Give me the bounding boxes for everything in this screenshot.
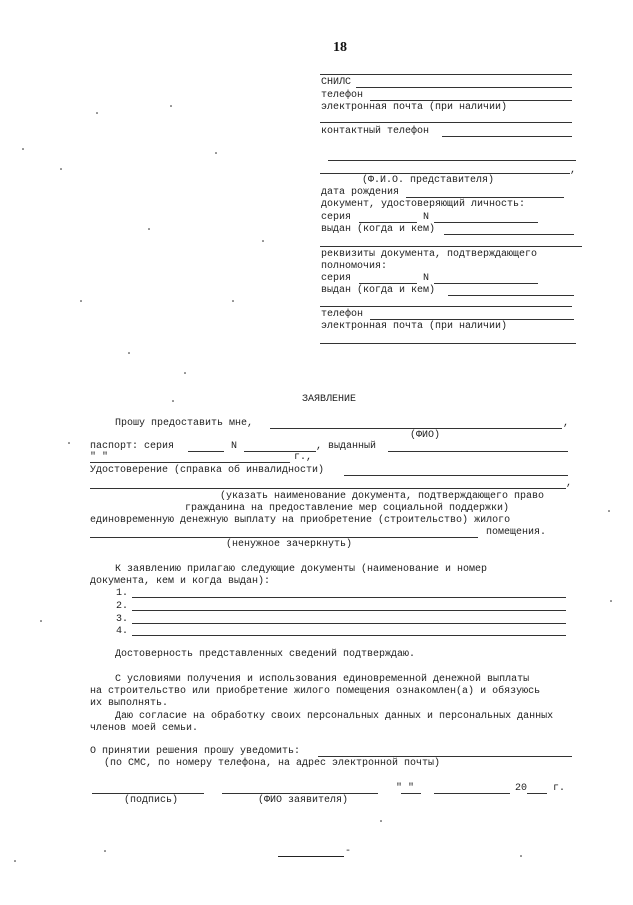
notification-field[interactable] — [318, 756, 572, 757]
series-field[interactable] — [359, 222, 417, 223]
sign-day-field[interactable] — [401, 793, 421, 794]
signature-field[interactable] — [92, 793, 204, 794]
attachment-field[interactable] — [132, 597, 566, 598]
applicant-fio-hint: (ФИО заявителя) — [258, 795, 349, 806]
fio-hint: (ФИО) — [410, 430, 441, 441]
contact-phone-label: контактный телефон — [321, 126, 430, 137]
email-label: электронная почта (при наличии) — [321, 102, 508, 113]
issued-field-4[interactable] — [320, 306, 572, 307]
representative-fio-hint: (Ф.И.О. представителя) — [362, 175, 495, 186]
authority-doc-label: реквизиты документа, подтверждающего — [321, 249, 538, 260]
consent-text-1: Даю согласие на обработку своих персональных данных и персональных данных — [115, 711, 554, 722]
document-hint-1: (указать наименование документа, подтверждающего право — [220, 491, 545, 502]
footer-dash: - — [345, 846, 352, 857]
conditions-text-3: их выполнять. — [90, 698, 169, 709]
page-number: 18 — [333, 40, 347, 55]
strike-hint: (ненужное зачеркнуть) — [226, 539, 353, 550]
passport-number-label: N — [231, 441, 238, 452]
attachment-number: 3. — [116, 614, 129, 625]
payment-text: единовременную денежную выплату на приобретение (строительство) жилого — [90, 515, 511, 526]
representative-name-line[interactable] — [328, 160, 576, 161]
certificate-label: Удостоверение (справка об инвалидности) — [90, 465, 325, 476]
id-document-label: документ, удостоверяющий личность: — [321, 199, 526, 210]
sign-year-suffix: г. — [553, 783, 566, 794]
payment-field[interactable] — [90, 537, 478, 538]
conditions-text-2: на строительство или приобретение жилого помещения ознакомлен(а) и обязуюсь — [90, 686, 541, 697]
sign-month-field[interactable] — [434, 793, 510, 794]
passport-date-field[interactable] — [90, 462, 290, 463]
attachments-intro-2: документа, кем и когда выдан): — [90, 576, 271, 587]
number-label-2: N — [423, 273, 430, 284]
number-label: N — [423, 212, 430, 223]
email-field[interactable] — [320, 122, 572, 123]
issued-field[interactable] — [444, 234, 574, 235]
notification-label: О принятии решения прошу уведомить: — [90, 746, 301, 757]
series-label-2: серия — [321, 273, 352, 284]
date-quotes: " " — [90, 452, 109, 463]
blank-line — [320, 74, 572, 75]
attachment-field[interactable] — [132, 635, 566, 636]
attachment-number: 4. — [116, 626, 129, 637]
snils-field[interactable] — [356, 87, 572, 88]
footer-line — [278, 856, 344, 857]
certificate-field[interactable] — [344, 475, 568, 476]
snils-label: СНИЛС — [321, 77, 352, 88]
passport-issued-field[interactable] — [388, 451, 568, 452]
email-label-2: электронная почта (при наличии) — [321, 321, 508, 332]
attachment-field[interactable] — [132, 623, 566, 624]
comma: , — [566, 478, 573, 489]
number-field-2[interactable] — [434, 283, 538, 284]
birth-date-field[interactable] — [406, 197, 564, 198]
contact-phone-field[interactable] — [442, 136, 572, 137]
attachment-number: 2. — [116, 601, 129, 612]
phone-label-2: телефон — [321, 309, 364, 320]
statement-title: ЗАЯВЛЕНИЕ — [302, 394, 357, 405]
fio-field[interactable] — [270, 428, 562, 429]
passport-series-label: паспорт: серия — [90, 441, 175, 452]
phone-field-2[interactable] — [370, 319, 574, 320]
premises-text: помещения. — [486, 527, 547, 538]
signature-hint: (подпись) — [124, 795, 179, 806]
representative-name-line-2[interactable] — [320, 173, 570, 174]
issued-field-3[interactable] — [448, 295, 574, 296]
number-field[interactable] — [434, 222, 538, 223]
notification-hint: (по СМС, по номеру телефона, на адрес электронной почты) — [104, 758, 441, 769]
passport-series-field[interactable] — [188, 451, 224, 452]
birth-date-label: дата рождения — [321, 187, 400, 198]
issued-field-2[interactable] — [320, 246, 582, 247]
document-hint-2: гражданина на предоставление мер социальной поддержки) — [185, 503, 510, 514]
applicant-fio-field[interactable] — [222, 793, 378, 794]
attachment-field[interactable] — [132, 610, 566, 611]
conditions-text-1: С условиями получения и использования единовременной денежной выплаты — [115, 674, 530, 685]
authority-doc-label-2: полномочия: — [321, 261, 388, 272]
year-suffix: г., — [294, 452, 313, 463]
certificate-field-2[interactable] — [90, 488, 566, 489]
request-text: Прошу предоставить мне, — [115, 418, 254, 429]
attachment-number: 1. — [116, 588, 129, 599]
consent-text-2: членов моей семьи. — [90, 723, 199, 734]
passport-issued-label: , выданный — [316, 441, 377, 452]
issued-label: выдан (когда и кем) — [321, 224, 436, 235]
comma: , — [570, 165, 577, 176]
attachments-intro-1: К заявлению прилагаю следующие документы (наименование и номер — [115, 564, 488, 575]
issued-label-2: выдан (когда и кем) — [321, 285, 436, 296]
series-field-2[interactable] — [359, 283, 417, 284]
sign-date-quotes: " " — [396, 783, 415, 794]
comma: , — [563, 418, 570, 429]
email-field-2[interactable] — [320, 343, 576, 344]
sign-year-field[interactable] — [527, 793, 547, 794]
phone-field[interactable] — [370, 100, 572, 101]
reliability-text: Достоверность представленных сведений подтверждаю. — [115, 649, 416, 660]
series-label: серия — [321, 212, 352, 223]
sign-year-prefix: 20 — [515, 783, 528, 794]
phone-label: телефон — [321, 90, 364, 101]
